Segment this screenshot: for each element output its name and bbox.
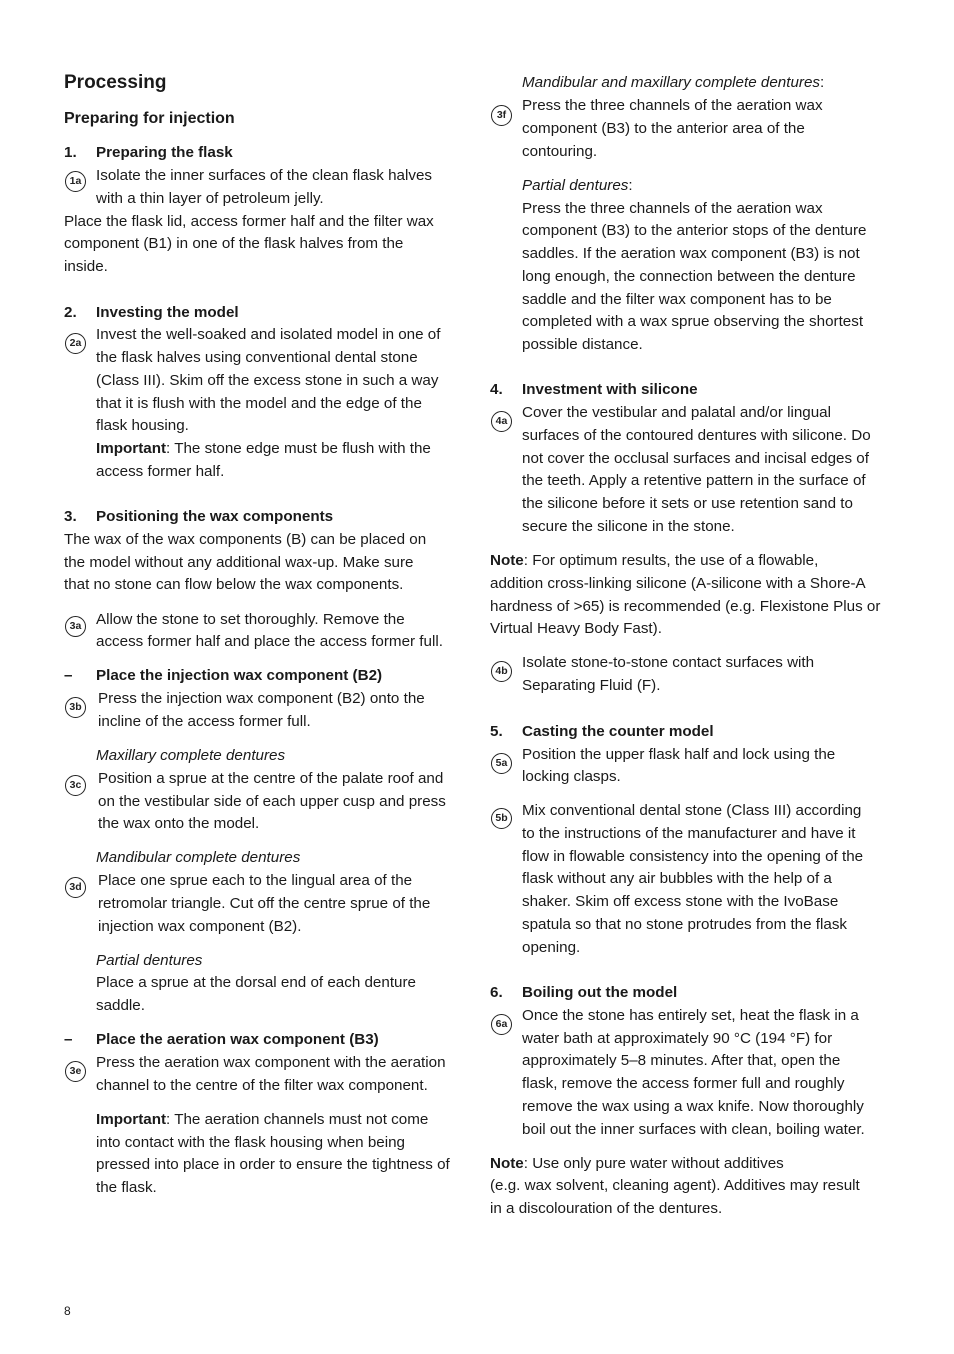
text-line: flow in flowable consistency into the opening of the bbox=[522, 848, 864, 865]
important-note bbox=[96, 1109, 428, 1132]
page-number: 8 bbox=[64, 1304, 71, 1318]
italic-heading-line bbox=[522, 175, 633, 198]
text-line: contouring. bbox=[522, 143, 598, 160]
italic-heading-line bbox=[522, 72, 824, 95]
step-number: 4. bbox=[490, 381, 503, 398]
page-title: Processing bbox=[64, 72, 167, 93]
important-text: : The stone edge must be flush with the bbox=[166, 440, 431, 457]
text-line: Press the three channels of the aeration wax bbox=[522, 200, 823, 217]
text-line: in a discolouration of the dentures. bbox=[490, 1200, 723, 1217]
text-line: access former half and place the access former full. bbox=[96, 633, 443, 650]
step-number: 1. bbox=[64, 144, 77, 161]
text-line: Place one sprue each to the lingual area of the bbox=[98, 872, 413, 889]
dash-bullet: – bbox=[64, 1031, 73, 1048]
dash-bullet: – bbox=[64, 667, 73, 684]
text-line: Isolate stone-to-stone contact surfaces with bbox=[522, 654, 815, 671]
step-heading: Boiling out the model bbox=[522, 984, 678, 1001]
text-line: Separating Fluid (F). bbox=[522, 677, 661, 694]
italic-heading: Partial dentures bbox=[522, 177, 629, 194]
text-line: Position a sprue at the centre of the palate roof and bbox=[98, 770, 444, 787]
text-line: component (B3) to the anterior area of the bbox=[522, 120, 805, 137]
text-line: (e.g. wax solvent, cleaning agent). Additives may result bbox=[490, 1177, 860, 1194]
colon: : bbox=[628, 177, 633, 194]
note-text: : For optimum results, the use of a flowable, bbox=[523, 552, 819, 569]
text-line: opening. bbox=[522, 939, 581, 956]
text-line: component (B3) to the anterior stops of the denture bbox=[522, 222, 867, 239]
step-badge-4a: 4a bbox=[491, 411, 512, 432]
step-number: 6. bbox=[490, 984, 503, 1001]
step-heading: Investing the model bbox=[96, 304, 239, 321]
step-badge-6a: 6a bbox=[491, 1014, 512, 1035]
text-line: flask without any air bubbles with the help of a bbox=[522, 870, 832, 887]
text-line: inside. bbox=[64, 258, 108, 275]
text-line: boil out the inner surfaces with clean, boiling water. bbox=[522, 1121, 865, 1138]
step-number: 2. bbox=[64, 304, 77, 321]
text-line: Allow the stone to set thoroughly. Remove the bbox=[96, 611, 405, 628]
important-label: Important bbox=[96, 1111, 167, 1128]
text-line: water bath at approximately 90 °C (194 °F) for bbox=[522, 1030, 833, 1047]
text-line: saddles. If the aeration wax component (B3) is not bbox=[522, 245, 860, 262]
text-line: the flask halves using conventional dental stone bbox=[96, 349, 418, 366]
text-line: that it is flush with the model and the edge of the bbox=[96, 395, 422, 412]
step-badge-1a: 1a bbox=[65, 171, 86, 192]
text-line: to the instructions of the manufacturer and have it bbox=[522, 825, 856, 842]
step-heading: Positioning the wax components bbox=[96, 508, 334, 525]
text-line: Once the stone has entirely set, heat the flask in a bbox=[522, 1007, 859, 1024]
text-line: Press the injection wax component (B2) onto the bbox=[98, 690, 425, 707]
step-badge-3a: 3a bbox=[65, 616, 86, 637]
important-label: Important bbox=[96, 440, 167, 457]
text-line: with a thin layer of petroleum jelly. bbox=[96, 190, 324, 207]
sub-heading: Place the injection wax component (B2) bbox=[96, 667, 383, 684]
text-line: Position the upper flask half and lock using the bbox=[522, 746, 836, 763]
text-line: pressed into place in order to ensure the tightness of bbox=[96, 1156, 450, 1173]
italic-heading: Maxillary complete dentures bbox=[96, 747, 286, 764]
text-line: addition cross-linking silicone (A-silicone with a Shore-A bbox=[490, 575, 866, 592]
text-line: Mix conventional dental stone (Class III) according bbox=[522, 802, 862, 819]
text-line: Press the aeration wax component with the aeration bbox=[96, 1054, 446, 1071]
text-line: not cover the occlusal surfaces and incisal edges of bbox=[522, 450, 869, 467]
text-line: injection wax component (B2). bbox=[98, 918, 302, 935]
step-badge-2a: 2a bbox=[65, 333, 86, 354]
text-line: saddle and the filter wax component has to be bbox=[522, 291, 832, 308]
text-line: retromolar triangle. Cut off the centre sprue of the bbox=[98, 895, 431, 912]
text-line: flask housing. bbox=[96, 417, 189, 434]
text-line: saddle. bbox=[96, 997, 145, 1014]
step-number: 3. bbox=[64, 508, 77, 525]
text-line: possible distance. bbox=[522, 336, 643, 353]
important-text: : The aeration channels must not come bbox=[166, 1111, 429, 1128]
step-badge-3d: 3d bbox=[65, 877, 86, 898]
text-line: Invest the well-soaked and isolated model in one of bbox=[96, 326, 441, 343]
sub-heading: Place the aeration wax component (B3) bbox=[96, 1031, 379, 1048]
important-note bbox=[96, 438, 431, 461]
text-line: approximately 5–8 minutes. After that, open the bbox=[522, 1052, 841, 1069]
step-badge-5a: 5a bbox=[491, 753, 512, 774]
text-line: surfaces of the contoured dentures with silicone. Do bbox=[522, 427, 871, 444]
text-line: access former half. bbox=[96, 463, 225, 480]
text-line: locking clasps. bbox=[522, 768, 621, 785]
note-label: Note bbox=[490, 1155, 524, 1172]
text-line: Place a sprue at the dorsal end of each denture bbox=[96, 974, 416, 991]
step-badge-3f: 3f bbox=[491, 105, 512, 126]
text-line: spatula so that no stone protrudes from the flask bbox=[522, 916, 848, 933]
text-line: completed with a wax sprue observing the shortest bbox=[522, 313, 864, 330]
text-line: the model without any additional wax-up. Make sure bbox=[64, 554, 414, 571]
section-subtitle: Preparing for injection bbox=[64, 110, 235, 127]
colon: : bbox=[820, 74, 825, 91]
text-line: component (B1) in one of the flask halves from the bbox=[64, 235, 404, 252]
step-heading: Casting the counter model bbox=[522, 723, 714, 740]
note-label: Note bbox=[490, 552, 524, 569]
text-line: the wax onto the model. bbox=[98, 815, 260, 832]
note-text: : Use only pure water without additives bbox=[523, 1155, 784, 1172]
step-heading: Investment with silicone bbox=[522, 381, 698, 398]
step-badge-3e: 3e bbox=[65, 1061, 86, 1082]
text-line: incline of the access former full. bbox=[98, 713, 311, 730]
step-badge-3c: 3c bbox=[65, 775, 86, 796]
text-line: the teeth. Apply a retentive pattern in the surface of bbox=[522, 472, 866, 489]
step-badge-4b: 4b bbox=[491, 661, 512, 682]
step-heading: Preparing the flask bbox=[96, 144, 233, 161]
text-line: Isolate the inner surfaces of the clean flask halves bbox=[96, 167, 433, 184]
text-line: the flask. bbox=[96, 1179, 157, 1196]
note-line bbox=[490, 550, 818, 573]
text-line: hardness of >65) is recommended (e.g. Flexistone Plus or bbox=[490, 598, 881, 615]
text-line: shaker. Skim off excess stone with the IvoBase bbox=[522, 893, 839, 910]
text-line: (Class III). Skim off the excess stone in such a way bbox=[96, 372, 439, 389]
step-number: 5. bbox=[490, 723, 503, 740]
text-line: The wax of the wax components (B) can be placed on bbox=[64, 531, 427, 548]
text-line: Place the flask lid, access former half and the filter wax bbox=[64, 213, 434, 230]
text-line: into contact with the flask housing when being bbox=[96, 1134, 406, 1151]
text-line: on the vestibular side of each upper cusp and press bbox=[98, 793, 446, 810]
note-line bbox=[490, 1153, 784, 1176]
text-line: channel to the centre of the filter wax component. bbox=[96, 1077, 428, 1094]
text-line: Press the three channels of the aeration wax bbox=[522, 97, 823, 114]
step-badge-5b: 5b bbox=[491, 808, 512, 829]
step-badge-3b: 3b bbox=[65, 697, 86, 718]
text-line: flask, remove the access former full and roughly bbox=[522, 1075, 845, 1092]
text-line: secure the silicone in the stone. bbox=[522, 518, 735, 535]
text-line: Virtual Heavy Body Fast). bbox=[490, 620, 662, 637]
italic-heading: Mandibular complete dentures bbox=[96, 849, 301, 866]
text-line: remove the wax using a wax knife. Now thoroughly bbox=[522, 1098, 864, 1115]
text-line: that no stone can flow below the wax components. bbox=[64, 576, 404, 593]
text-line: long enough, the connection between the denture bbox=[522, 268, 856, 285]
text-line: Cover the vestibular and palatal and/or lingual bbox=[522, 404, 832, 421]
text-line: the silicone before it sets or use retention sand to bbox=[522, 495, 853, 512]
italic-heading: Mandibular and maxillary complete dentures bbox=[522, 74, 820, 91]
italic-heading: Partial dentures bbox=[96, 952, 203, 969]
